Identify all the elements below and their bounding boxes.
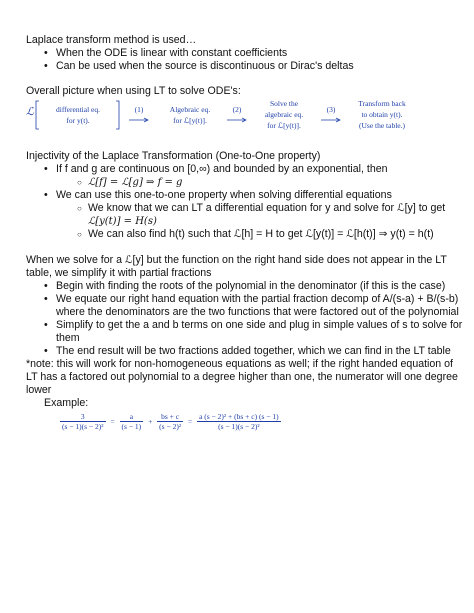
- equals-2: =: [187, 417, 193, 426]
- fraction-3: $\frac{bs + c}{\text{(s − 2)²}}$: [159, 412, 182, 431]
- plus-sign: +: [148, 417, 153, 426]
- box3: [248, 98, 320, 131]
- injectivity-bullet-1: • If f and g are continuous on [0,∞) and bounded by an exponential, then: [56, 163, 388, 176]
- partial-bullet-3: • Simplify to get the a and b terms on one side and plug in simple values of s to solve for: [56, 319, 462, 332]
- note-line1: *note: this will work for non-homogeneous equations as well; if the right handed equation of: [26, 358, 453, 370]
- injectivity-bullet-2-sub-1: ○ We know that we can LT a differential equation for y and solve for ℒ[y] to get: [88, 202, 445, 215]
- overview-title: Overall picture when using LT to solve ODE's:: [26, 85, 241, 97]
- arrow-1-label: (1): [134, 105, 144, 114]
- injectivity-bullet-2: • We can use this one-to-one property when solving differential equations: [56, 189, 392, 202]
- example-equation: [60, 412, 281, 431]
- partial-bullet-2: • We equate our right hand equation with the partial fraction decomp of A/(s-a) + B/(s-b): [56, 293, 458, 306]
- box2-line1: Algebraic eq.: [169, 105, 211, 114]
- note-line3: lower: [26, 384, 52, 396]
- arrow-3-label: (3): [326, 105, 336, 114]
- fraction-1: $\frac{3}{\text{(s − 1)(s − 2)²}}$: [62, 412, 104, 431]
- box3-line1: Solve the: [269, 99, 299, 108]
- partial-intro-line1: When we solve for a ℒ[y] but the function on the right hand side does not appear in the LT: [26, 254, 447, 266]
- box4-line2: to obtain y(t).: [361, 110, 403, 119]
- fraction-2: $\frac{a}{(s - 1)}$: [121, 412, 142, 431]
- partial-bullet-1: • Begin with finding the roots of the polynomial in the denominator (if this is the case): [56, 280, 445, 293]
- box4-line3: (Use the table.): [358, 121, 406, 130]
- intro-bullet-1: • When the ODE is linear with constant coefficients: [56, 47, 287, 60]
- box2: [154, 104, 226, 126]
- box4: [344, 98, 420, 131]
- injectivity-bullet-1-sub: ○ ℒ[f] = ℒ[g] ⇒ f = g: [88, 176, 182, 189]
- arrow-2: [226, 104, 248, 126]
- fraction-4: $\frac{\text{a (s − 2)² + (bs + c) (s − 1)}}{\text{(s − 1)(s − 2)²}}$: [199, 412, 279, 431]
- box3-line2: algebraic eq.: [264, 110, 304, 119]
- intro-title: Laplace transform method is used…: [26, 34, 197, 46]
- partial-bullet-3-cont: them: [56, 332, 80, 344]
- box1-line1: differential eq.: [55, 105, 100, 114]
- arrow-2-icon: [226, 117, 248, 123]
- partial-intro-line2: table, we simplify it with partial fractions: [26, 267, 212, 279]
- box2-line2: for ℒ[y(t)].: [173, 116, 207, 125]
- arrow-1-icon: [128, 117, 150, 123]
- injectivity-title: Injectivity of the Laplace Transformation (One-to-One property): [26, 150, 321, 162]
- box1-line2: for y(t).: [66, 116, 90, 125]
- arrow-3: [320, 104, 342, 126]
- partial-bullet-4: • The end result will be two fractions added together, which we can find in the LT table: [56, 345, 451, 358]
- partial-bullet-2-cont: where the denominators are the two functions that were factored out of the polynomial: [56, 306, 459, 318]
- laplace-symbol: ℒ: [26, 106, 34, 118]
- box3-line3: for ℒ[y(t)].: [267, 121, 301, 130]
- lt-process-diagram: [26, 98, 446, 138]
- arrow-2-label: (2): [232, 105, 242, 114]
- box4-line1: Transform back: [358, 99, 406, 108]
- example-label: Example:: [44, 397, 89, 409]
- arrow-3-icon: [320, 117, 342, 123]
- intro-bullet-2: • Can be used when the source is discontinuous or Dirac's deltas: [56, 60, 354, 73]
- injectivity-bullet-2-sub-1-cont: ℒ[y(t)] = H(s): [88, 216, 157, 227]
- box1: [40, 104, 116, 126]
- injectivity-bullet-2-sub-2: ○ We can also find h(t) such that ℒ[h] = H to get ℒ[y(t)] = ℒ[h(t)] ⇒ y(t) = h(t): [88, 228, 434, 241]
- equals-1: =: [110, 417, 115, 426]
- note-line2: LT has a factored out polynomial to a degree higher than one, the numerator will one degree: [26, 371, 458, 383]
- arrow-1: [128, 104, 150, 126]
